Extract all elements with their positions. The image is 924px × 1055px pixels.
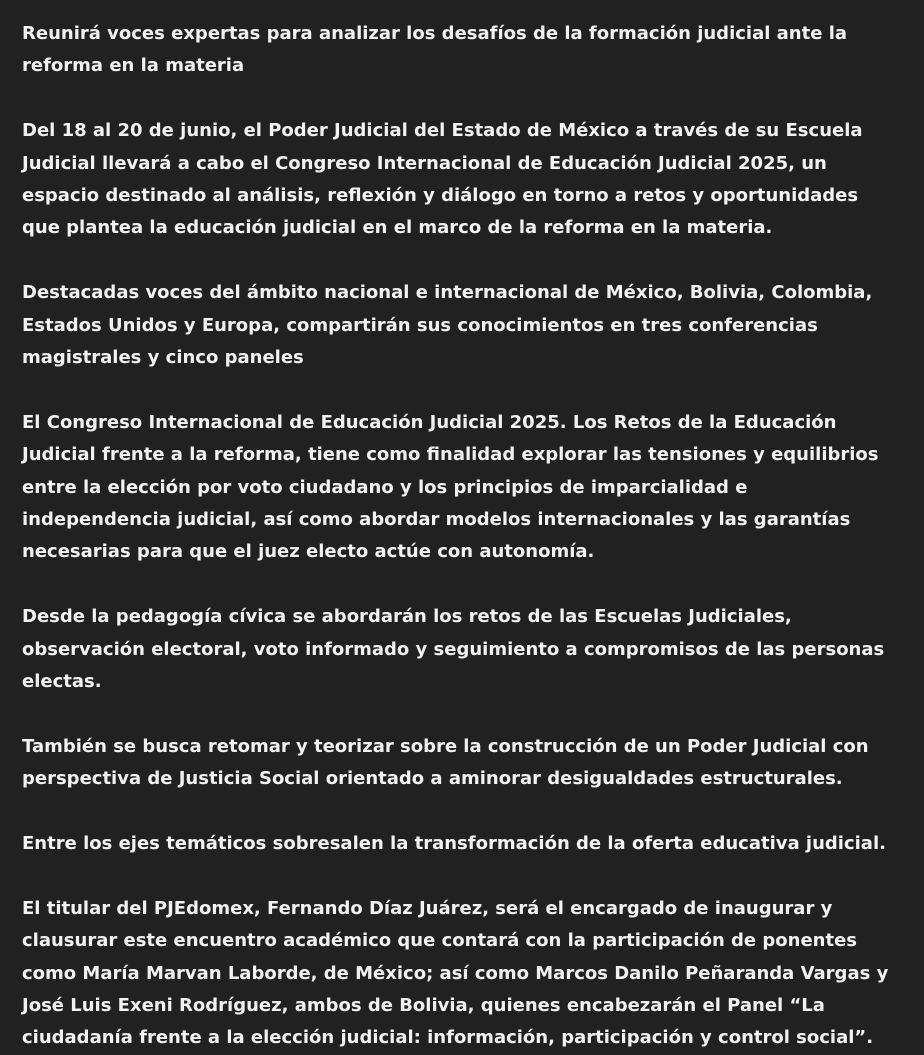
article-paragraph: Del 18 al 20 de junio, el Poder Judicial del Estado de México a través de su Escuela Judicial llevará a cabo el Congreso Internacional de Educación Judicial 2025, un espacio destinado al análisis, reflexión y diálogo en torno a retos y oportunidades que plantea la educación judicial en el marco de la reforma en la materia. <box>22 120 863 239</box>
article-paragraph: Desde la pedagogía cívica se abordarán los retos de las Escuelas Judiciales, observación electoral, voto informado y seguimiento a compromisos de las personas electas. <box>22 606 885 693</box>
article-paragraph: Entre los ejes temáticos sobresalen la transformación de la oferta educativa judicial. <box>22 833 886 855</box>
article-subtitle: Reunirá voces expertas para analizar los desafíos de la formación judicial ante la reforma en la materia <box>22 23 848 77</box>
article-paragraph: Destacadas voces del ámbito nacional e internacional de México, Bolivia, Colombia, Estados Unidos y Europa, compartirán sus conocimientos en tres conferencias magistrales y cinco paneles <box>22 282 873 369</box>
article-paragraph: El Congreso Internacional de Educación Judicial 2025. Los Retos de la Educación Judicial frente a la reforma, tiene como finalidad explorar las tensiones y equilibrios entre la elección por voto ciudadano y los principios de imparcialidad e independencia judicial, así como abordar modelos internacionales y las garantías necesarias para que el juez electo actúe con autonomía. <box>22 411 879 563</box>
article-paragraph: El titular del PJEdomex, Fernando Díaz Juárez, será el encargado de inaugurar y clausurar este encuentro académico que contará con la participación de ponentes como María Marvan Laborde, de México; así como Marcos Danilo Peñaranda Vargas y José Luis Exeni Rodríguez, ambos de Bolivia, quienes encabezarán el Panel “La ciudadanía frente a la elección judicial: información, participación y control social”. <box>22 897 889 1049</box>
article-paragraph: También se busca retomar y teorizar sobre la construcción de un Poder Judicial con perspectiva de Justicia Social orientado a aminorar desigualdades estructurales. <box>22 735 869 790</box>
